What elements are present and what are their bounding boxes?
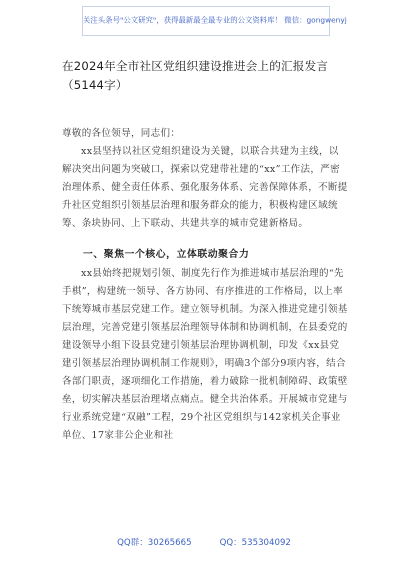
paragraph-intro: xx县坚持以社区党组织建设为关键，以联合共建为主线，以解决突出问题为突破口，探索以党建带社建的“xx”工作法，严密治理体系、健全责任体系、强化服务体系、完善保障体系，不断提升社区党组织引领基层治理和服务群众的能力，积极构建区域统筹、条块协同、上下联动、共建共享的城市党建新格局。 [62, 146, 348, 229]
footer-contact [0, 537, 408, 549]
document-title: 在2024年全市社区党组织建设推进会上的汇报发言（5144字） [62, 59, 329, 92]
paragraph-section-one: xx县始终把规划引领、制度先行作为推进城市基层治理的“先手棋”，构建统一领导、各方协同、有序推进的工作格局，以上率下统筹城市基层党建工作。建立领导机制。为深入推进党建引领基层治理，完善党建引领基层治理领导体制和协调机制，在县委党的建设领导小组下设县党建引领基层治理协调机制，印发《xx县党建引领基层治理协调机制工作规则》，明确3个部分9项内容，结合各部门职责，逐项细化工作措施，着力破除一批机制障碍、政策壁垒，切实解决基层治理堵点痛点。健全共治体系。开展城市党建与行业系统党建“双融”工程，29个社区党组织与142家机关企事业单位、17家非公企业和社 [62, 268, 348, 441]
footer-qq-group: QQ群：30265665 [117, 538, 192, 548]
greeting: 尊敬的各位领导，同志们： [62, 128, 181, 139]
header-banner-text: 关注头条号"公文研究"，获得最新最全最专业的公文资料库！ 微信：gongwenyj [83, 15, 347, 25]
header-banner [82, 6, 347, 36]
section-heading: 一、聚焦一个核心，立体联动聚合力 [83, 249, 250, 260]
footer-qq: QQ：535304092 [219, 538, 291, 548]
